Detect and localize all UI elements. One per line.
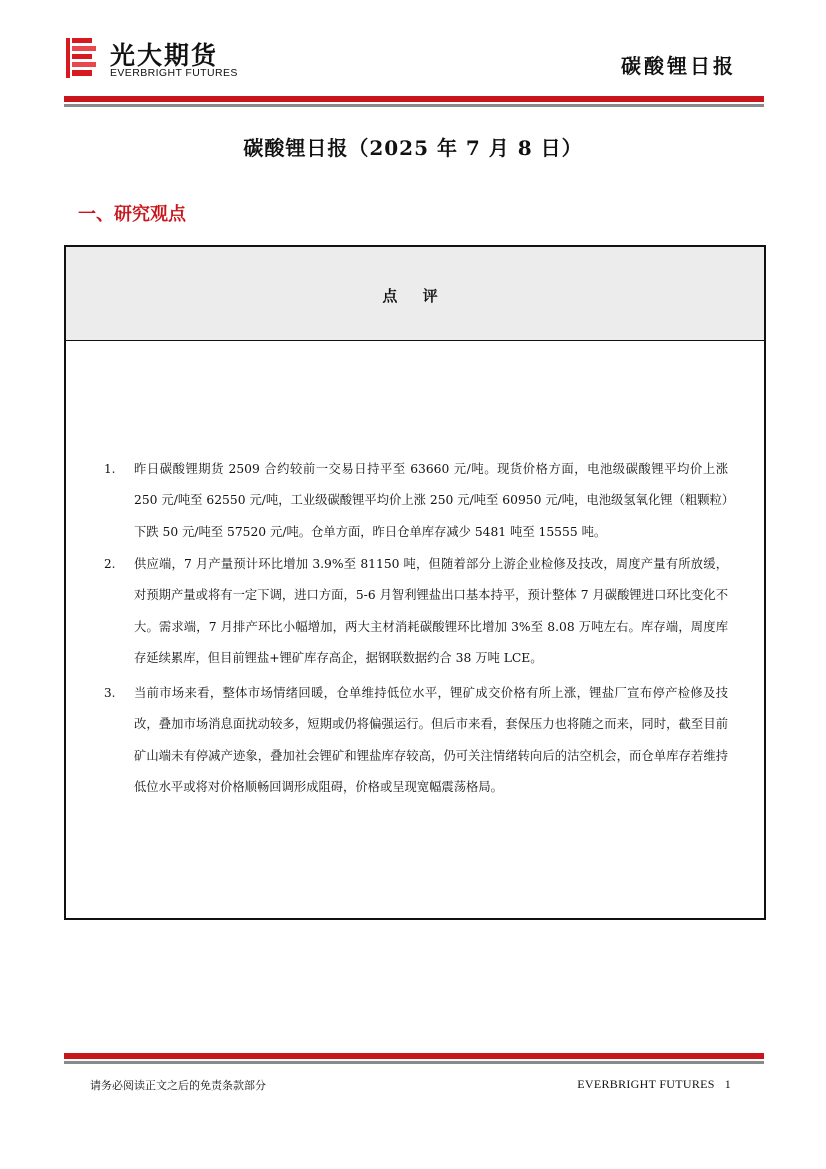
commentary-header [66, 247, 764, 341]
item-text: 当前市场来看，整体市场情绪回暖，仓单维持低位水平，锂矿成交价格有所上涨，锂盐厂宣布停产检修及技改，叠加市场消息面扰动较多，短期或仍将偏强运行。但后市来看，套保压力也将随之而来，同时，截至目前矿山端未有停减产迹象，叠加社会锂矿和锂盐库存较高，仍可关注情绪转向后的沽空机会，而仓单库存若维持低位水平或将对价格顺畅回调形成阻碍，价格或呈现宽幅震荡格局。 [134, 686, 728, 794]
page-title: 碳酸锂日报（2025 年 7 月 8 日） [243, 136, 583, 160]
footer-red-rule [64, 1053, 764, 1059]
logo-english-name: EVERBRIGHT FUTURES [110, 67, 238, 79]
item-number: 2. [104, 557, 116, 571]
header-gray-rule [64, 104, 764, 107]
footer-gray-rule [64, 1061, 764, 1064]
header-report-name: 碳酸锂日报 [621, 54, 736, 78]
footer-disclaimer: 请务必阅读正文之后的免责条款部分 [90, 1079, 266, 1092]
section-heading: 一、研究观点 [78, 204, 186, 225]
item-number: 1. [104, 462, 116, 476]
everbright-logo-icon [64, 36, 98, 80]
logo-chinese-name: 光大期货 [110, 41, 219, 70]
company-logo [64, 36, 244, 82]
header-red-rule [64, 96, 764, 102]
footer-brand [577, 1077, 731, 1092]
commentary-box [64, 245, 766, 920]
commentary-header-label: 点 评 [382, 287, 448, 305]
item-text: 供应端，7 月产量预计环比增加 3.9%至 81150 吨，但随着部分上游企业检修及技改，周度产量有所放缓，对预期产量或将有一定下调，进口方面，5-6 月智利锂盐出口基本持平，预计整体 7 月碳酸锂进口环比变化不大。需求端，7 月排产环比小幅增加，两大主材消耗碳酸锂环比增加 3%至 8.08 万吨左右。库存端，周度库存延续累库，但目前锂盐+锂矿库存高企，据钢联数据约合 38 万吨 LCE。 [134, 557, 728, 665]
footer-brand-name: EVERBRIGHT FUTURES [577, 1077, 715, 1091]
item-number: 3. [104, 686, 116, 700]
item-text: 昨日碳酸锂期货 2509 合约较前一交易日持平至 63660 元/吨。现货价格方面，电池级碳酸锂平均价上涨 250 元/吨至 62550 元/吨，工业级碳酸锂平均价上涨 250 元/吨至 60950 元/吨，电池级氢氧化锂（粗颗粒）下跌 50 元/吨至 57520 元/吨。仓单方面，昨日仓单库存减少 5481 吨至 15555 吨。 [134, 462, 728, 539]
page-number: 1 [724, 1077, 731, 1091]
